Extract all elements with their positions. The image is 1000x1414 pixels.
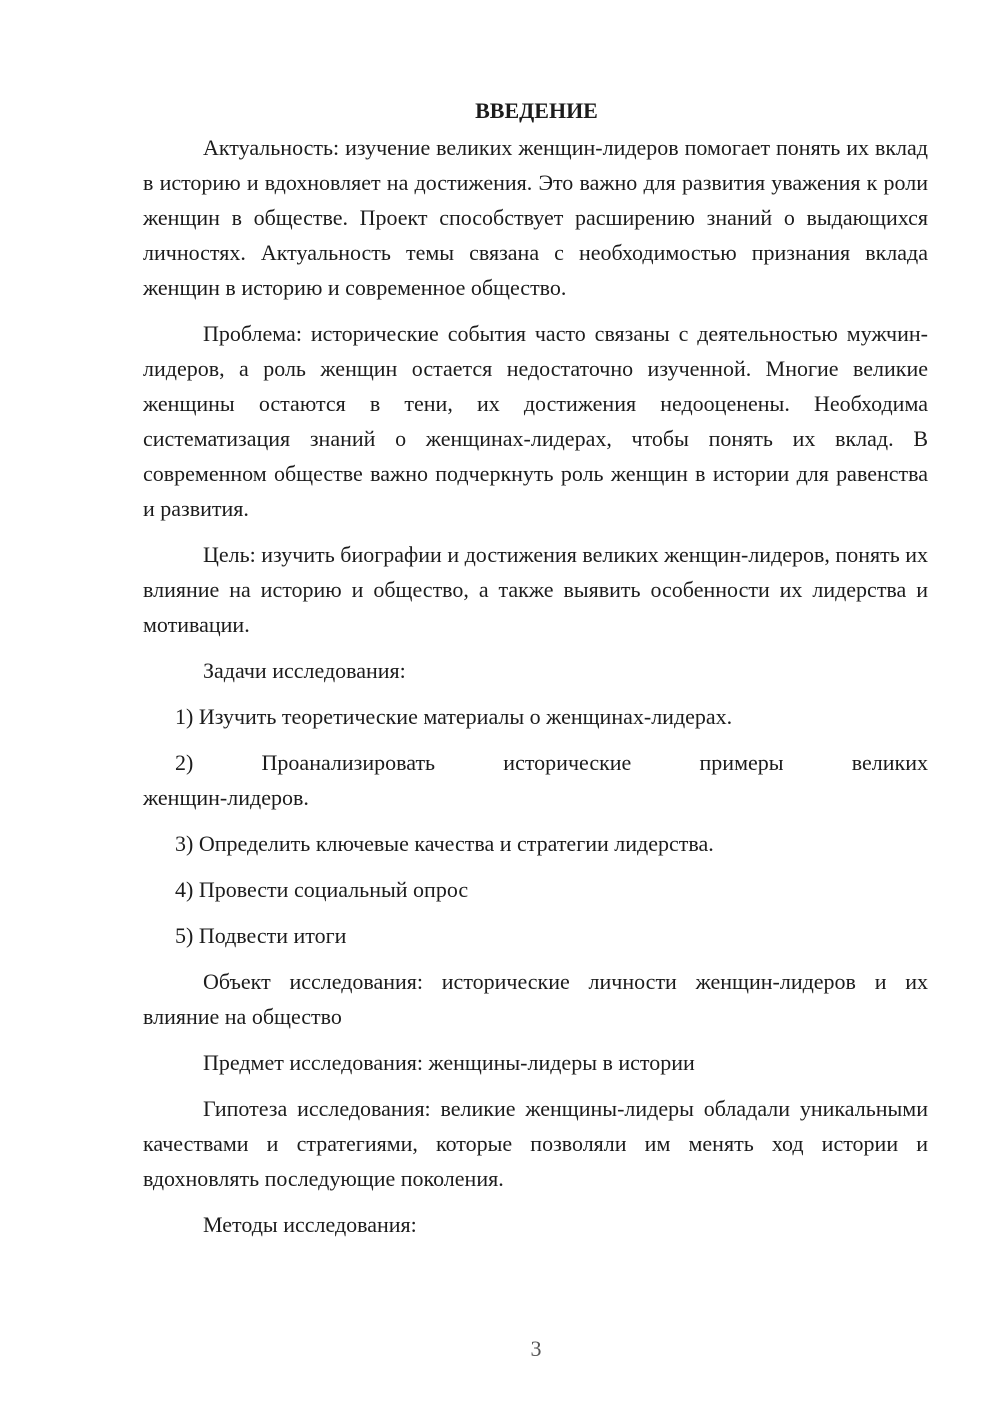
task-item-5: 5) Подвести итоги xyxy=(175,923,347,948)
paragraph-relevance: Актуальность: изучение великих женщин-лидеров помогает понять их вклад в историю и вдохновляет на достижения. Это важно для развития уважения к роли женщин в обществе. Проект способствует расширению знаний о выдающихся личностях. Актуальность темы связана с необходимостью признания вклада женщин в историю и современное общество. xyxy=(143,135,928,300)
page-number: 3 xyxy=(530,1336,542,1361)
paragraph-methods: Методы исследования: xyxy=(203,1212,417,1237)
section-heading: ВВЕДЕНИЕ xyxy=(475,98,598,123)
document-page xyxy=(143,95,928,1253)
task-item-2-line-2: женщин-лидеров. xyxy=(143,785,309,810)
paragraph-tasks-title: Задачи исследования: xyxy=(203,658,406,683)
task-item-2-line-1: 2) Проанализировать исторические примеры великих xyxy=(175,750,928,775)
paragraph-object: Объект исследования: исторические личности женщин-лидеров и их влияние на общество xyxy=(143,969,928,1029)
paragraph-goal: Цель: изучить биографии и достижения великих женщин-лидеров, понять их влияние на историю и общество, а также выявить особенности их лидерства и мотивации. xyxy=(143,542,929,637)
task-item-4: 4) Провести социальный опрос xyxy=(175,877,469,902)
task-item-3: 3) Определить ключевые качества и стратегии лидерства. xyxy=(175,831,714,856)
task-item-1: 1) Изучить теоретические материалы о женщинах-лидерах. xyxy=(175,704,733,729)
paragraph-problem: Проблема: исторические события часто связаны с деятельностью мужчин-лидеров, а роль женщин остается недостаточно изученной. Многие великие женщины остаются в тени, их достижения недооценены. Необходима систематизация знаний о женщинах-лидерах, чтобы понять их вклад. В современном обществе важно подчеркнуть роль женщин в истории для равенства и развития. xyxy=(143,321,928,521)
task-item-2 xyxy=(143,745,928,815)
paragraph-subject: Предмет исследования: женщины-лидеры в истории xyxy=(203,1050,695,1075)
paragraph-hypothesis: Гипотеза исследования: великие женщины-лидеры обладали уникальными качествами и стратегиями, которые позволяли им менять ход истории и вдохновлять последующие поколения. xyxy=(143,1096,928,1191)
